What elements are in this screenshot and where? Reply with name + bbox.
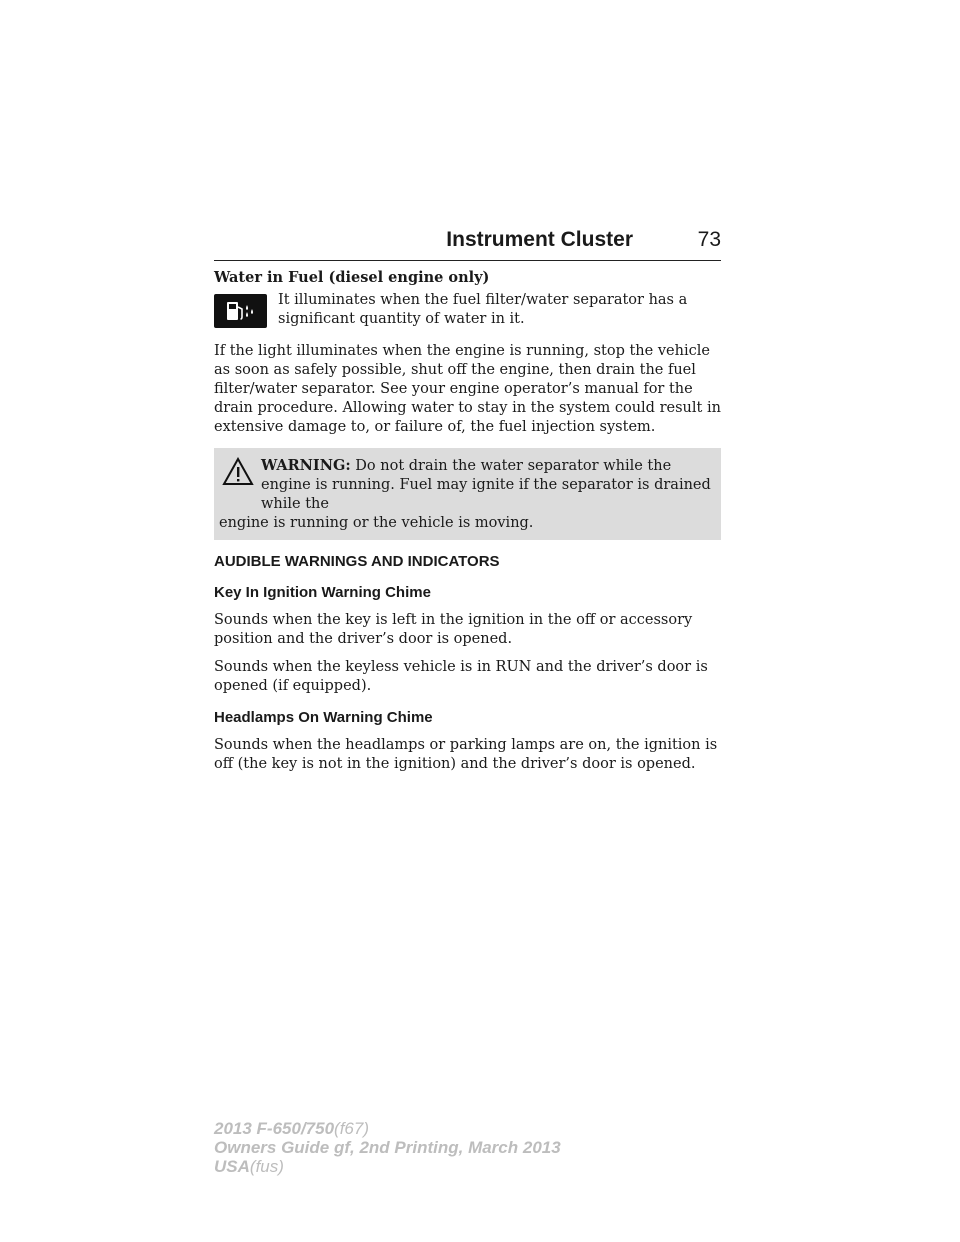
footer-line-3 — [214, 1157, 561, 1176]
footer-region: USA — [214, 1157, 250, 1176]
headlamps-heading: Headlamps On Warning Chime — [214, 709, 433, 726]
footer-line-1 — [214, 1119, 561, 1138]
footer-model: 2013 F-650/750 — [214, 1119, 335, 1138]
drain-instructions: If the light illuminates when the engine is running, stop the vehicle as soon as safely possible, shut off the engine, then drain the fuel filter/water separator. See your engine operator’s manual for the drain procedure. Allowing water to stay in the system could result in extensive damage to, or failure of, the fuel injection system. — [214, 343, 721, 435]
key-in-ignition-para-1: Sounds when the key is left in the ignition in the off or accessory position and the driver’s door is opened. — [214, 612, 693, 647]
warning-first-text — [219, 456, 713, 514]
audible-warnings-heading: AUDIBLE WARNINGS AND INDICATORS — [214, 553, 500, 570]
key-in-ignition-heading: Key In Ignition Warning Chime — [214, 584, 431, 601]
water-in-fuel-icon — [214, 294, 267, 328]
page-footer — [214, 1119, 561, 1176]
warning-text-first: Do not drain the water separator while the engine is running. Fuel may ignite if the separator is drained while the — [261, 458, 711, 512]
headlamps-para: Sounds when the headlamps or parking lamps are on, the ignition is off (the key is not in the ignition) and the driver’s door is opened. — [214, 737, 718, 772]
page-content — [214, 268, 721, 774]
warning-label: WARNING: — [261, 457, 351, 474]
warning-text-rest: engine is running or the vehicle is moving. — [219, 515, 534, 531]
page-number: 73 — [697, 228, 721, 251]
section-title: Instrument Cluster — [446, 228, 633, 251]
indicator-description: It illuminates when the fuel filter/water separator has a significant quantity of water in it. — [278, 292, 688, 327]
warning-triangle-icon — [222, 457, 254, 486]
footer-model-code: (f67) — [334, 1119, 370, 1138]
water-in-fuel-heading: Water in Fuel (diesel engine only) — [214, 269, 490, 286]
key-in-ignition-para-2: Sounds when the keyless vehicle is in RUN and the driver’s door is opened (if equipped). — [214, 659, 708, 694]
page-header — [214, 228, 721, 261]
warning-box — [214, 448, 721, 540]
footer-region-code: (fus) — [249, 1157, 284, 1176]
indicator-row — [214, 294, 721, 329]
footer-line-2: Owners Guide gf, 2nd Printing, March 2013 — [214, 1138, 561, 1157]
